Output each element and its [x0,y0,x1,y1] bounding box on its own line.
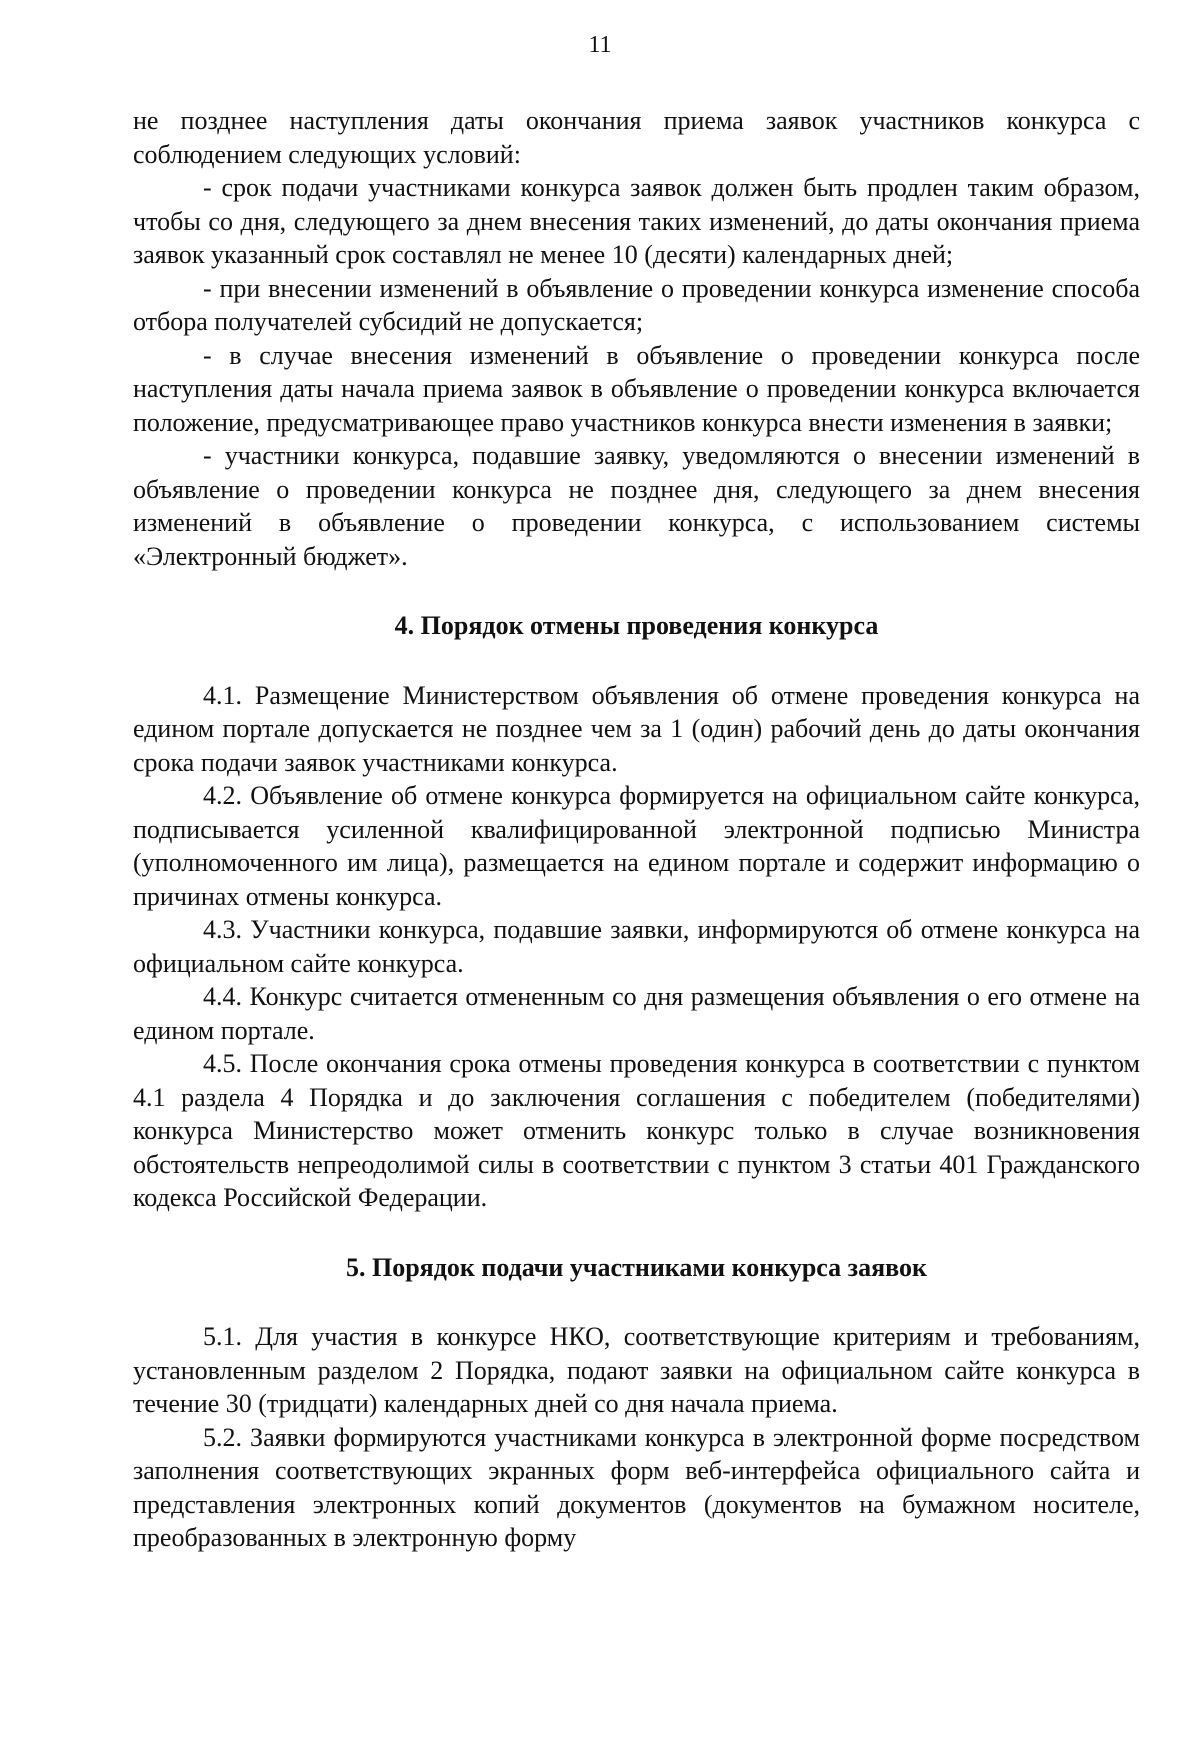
section-4-paragraph-2: 4.2. Объявление об отмене конкурса формируется на официальном сайте конкурса, подписывается усиленной квалифицированной электронной подписью Министра (уполномоченного им лица), размещается на едином портале и содержит информацию о причинах отмены конкурса. [133,781,1140,911]
intro-paragraph-continuation: не позднее наступления даты окончания приема заявок участников конкурса с соблюдением следующих условий: [133,106,1140,169]
section-4-heading: 4. Порядок отмены проведения конкурса [394,611,879,640]
document-body [133,104,1140,1555]
intro-condition-method: - при внесении изменений в объявление о проведении конкурса изменение способа отбора получателей субсидий не допускается; [133,273,1140,336]
section-4-paragraph-1: 4.1. Размещение Министерством объявления об отмене проведения конкурса на едином портале допускается не позднее чем за 1 (один) рабочий день до даты окончания срока подачи заявок участниками конкурса. [133,680,1140,777]
section-5-paragraph-1: 5.1. Для участия в конкурсе НКО, соответствующие критериям и требованиям, установленным разделом 2 Порядка, подают заявки на официальном сайте конкурса в течение 30 (тридцати) календарных дней со дня начала приема. [133,1322,1140,1418]
section-4-paragraph-4: 4.4. Конкурс считается отмененным со дня размещения объявления о его отмене на едином портале. [133,982,1140,1045]
section-4-paragraph-5: 4.5. После окончания срока отмены проведения конкурса в соответствии с пунктом 4.1 раздела 4 Порядка и до заключения соглашения с победителем (победителями) конкурса Министерство может отменить конкурс только в случае возникновения обстоятельств непреодолимой силы в соответствии с пунктом 3 статьи 401 Гражданского кодекса Российской Федерации. [133,1049,1140,1212]
page-number: 11 [588,32,612,58]
intro-condition-changes: - в случае внесения изменений в объявление о проведении конкурса после наступления даты начала приема заявок в объявление о проведении конкурса включается положение, предусматривающее право участников конкурса внести изменения в заявки; [133,340,1140,437]
section-4-paragraph-3: 4.3. Участники конкурса, подавшие заявки, информируются об отмене конкурса на официальном сайте конкурса. [133,915,1140,978]
intro-condition-notification: - участники конкурса, подавшие заявку, уведомляются о внесении изменений в объявление о проведении конкурса не позднее дня, следующего за днем внесения изменений в объявление о проведении конкурса, с использованием системы «Электронный бюджет». [133,441,1140,571]
section-5-heading: 5. Порядок подачи участниками конкурса заявок [346,1252,927,1282]
intro-condition-extension: - срок подачи участниками конкурса заявок должен быть продлен таким образом, чтобы со дня, следующего за днем внесения таких изменений, до даты окончания приема заявок указанный срок составлял не менее 10 (десяти) календарных дней; [133,173,1140,269]
section-5-paragraph-2: 5.2. Заявки формируются участниками конкурса в электронной форме посредством заполнения соответствующих экранных форм веб-интерфейса официального сайта и представления электронных копий документов (документов на бумажном носителе, преобразованных в электронную форму [133,1422,1140,1552]
